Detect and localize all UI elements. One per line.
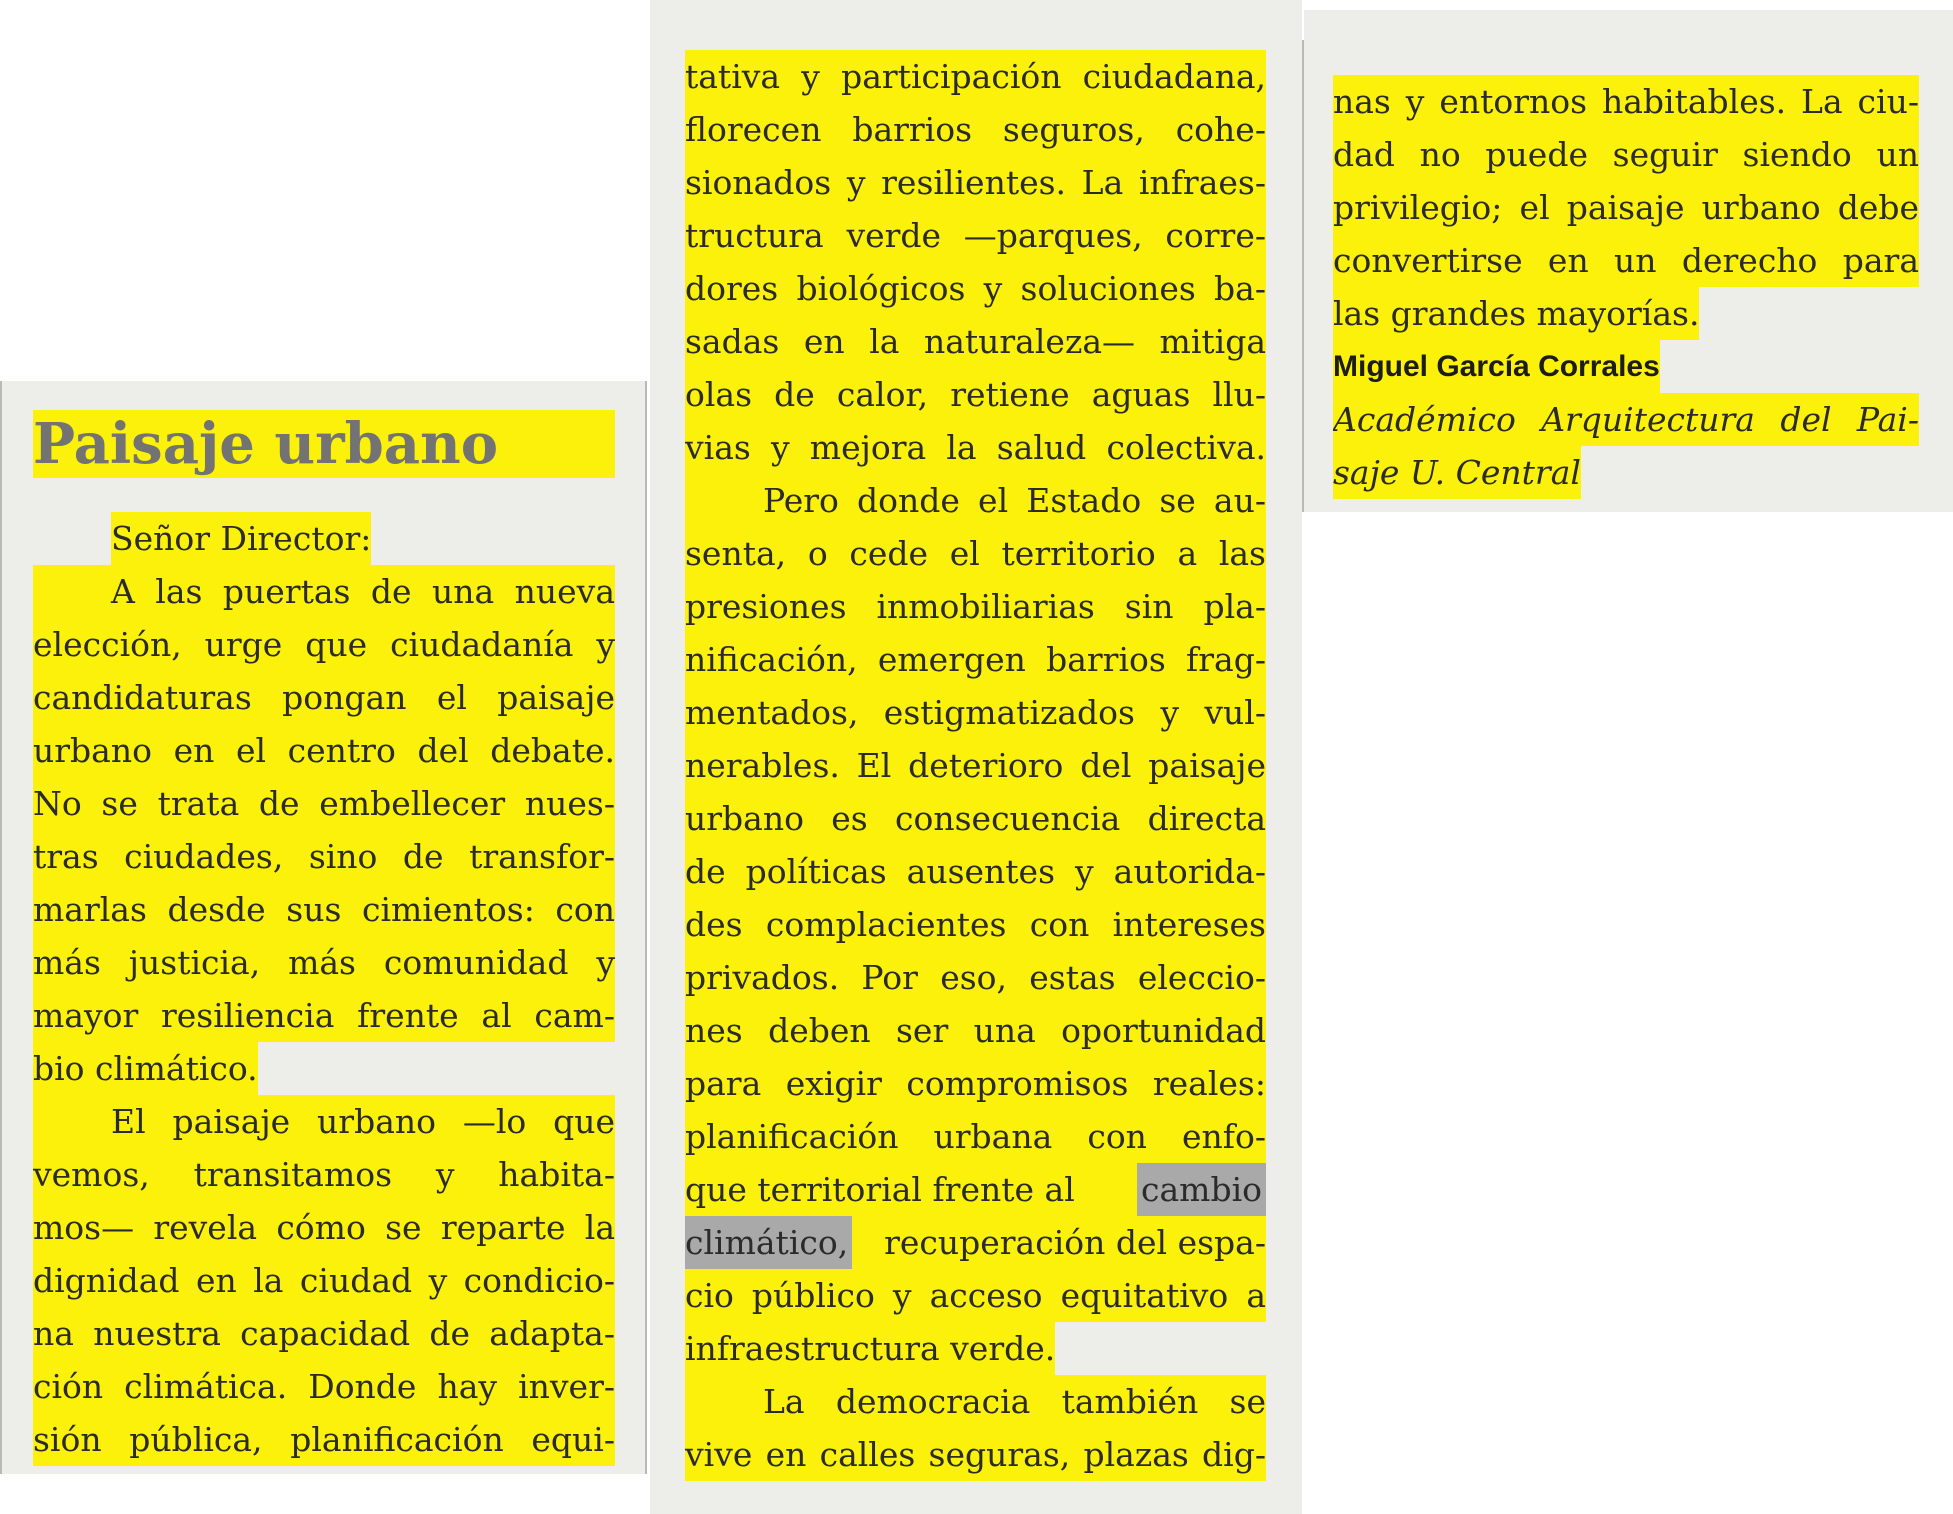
text-line: mos— revela cómo se reparte la bbox=[33, 1201, 615, 1254]
text-line: des complacientes con intereses bbox=[685, 898, 1266, 951]
selected-text[interactable]: climático, bbox=[685, 1216, 852, 1269]
text-line: urbano es consecuencia directa bbox=[685, 792, 1266, 845]
salutation: Señor Director: bbox=[33, 512, 615, 565]
text-line: privilegio; el paisaje urbano debe bbox=[1333, 181, 1919, 234]
text-line: nificación, emergen barrios frag- bbox=[685, 633, 1266, 686]
text-line: senta, o cede el territorio a las bbox=[685, 527, 1266, 580]
text-line: mentados, estigmatizados y vul- bbox=[685, 686, 1266, 739]
text-line: candidaturas pongan el paisaje bbox=[33, 671, 615, 724]
article-title: Paisaje urbano bbox=[33, 410, 615, 478]
article-column-3 bbox=[1333, 75, 1919, 499]
text-line: nas y entornos habitables. La ciu- bbox=[1333, 75, 1919, 128]
text-line: planificación urbana con enfo- bbox=[685, 1110, 1266, 1163]
text-line: vive en calles seguras, plazas dig- bbox=[685, 1428, 1266, 1481]
text-line: tativa y participación ciudadana, bbox=[685, 50, 1266, 103]
article-column-1 bbox=[33, 410, 615, 1466]
text-line: cio público y acceso equitativo a bbox=[685, 1269, 1266, 1322]
text-line: convertirse en un derecho para bbox=[1333, 234, 1919, 287]
text-line: vias y mejora la salud colectiva. bbox=[685, 421, 1266, 474]
text-line: dignidad en la ciudad y condicio- bbox=[33, 1254, 615, 1307]
text-line: La democracia también se bbox=[685, 1375, 1266, 1428]
text-line: dores biológicos y soluciones ba- bbox=[685, 262, 1266, 315]
text-line: privados. Por eso, estas eleccio- bbox=[685, 951, 1266, 1004]
text-line: más justicia, más comunidad y bbox=[33, 936, 615, 989]
text-line: No se trata de embellecer nues- bbox=[33, 777, 615, 830]
text-line: nerables. El deterioro del paisaje bbox=[685, 739, 1266, 792]
selected-text[interactable]: cambio bbox=[1137, 1163, 1266, 1216]
text-line: mayor resiliencia frente al cam- bbox=[33, 989, 615, 1042]
column-divider bbox=[0, 381, 2, 1474]
column-divider bbox=[1302, 40, 1304, 512]
text-line: sionados y resilientes. La infraes- bbox=[685, 156, 1266, 209]
author-role: Académico Arquitectura del Pai- bbox=[1333, 393, 1919, 446]
text-line: las grandes mayorías. bbox=[1333, 287, 1919, 340]
author-name: Miguel García Corrales bbox=[1333, 340, 1919, 393]
text-line: de políticas ausentes y autorida- bbox=[685, 845, 1266, 898]
article-column-2 bbox=[685, 50, 1266, 1481]
text-line: olas de calor, retiene aguas llu- bbox=[685, 368, 1266, 421]
text-line: tras ciudades, sino de transfor- bbox=[33, 830, 615, 883]
text-line: presiones inmobiliarias sin pla- bbox=[685, 580, 1266, 633]
text-line: marlas desde sus cimientos: con bbox=[33, 883, 615, 936]
text-line: tructura verde —parques, corre- bbox=[685, 209, 1266, 262]
text-line: Pero donde el Estado se au- bbox=[685, 474, 1266, 527]
text-line: ción climática. Donde hay inver- bbox=[33, 1360, 615, 1413]
text-line: que territorial frente al cambio bbox=[685, 1163, 1266, 1216]
text-line: urbano en el centro del debate. bbox=[33, 724, 615, 777]
text-line: El paisaje urbano —lo que bbox=[33, 1095, 615, 1148]
text-line: sión pública, planificación equi- bbox=[33, 1413, 615, 1466]
text-line: dad no puede seguir siendo un bbox=[1333, 128, 1919, 181]
text-line: climático, recuperación del espa- bbox=[685, 1216, 1266, 1269]
text-line: florecen barrios seguros, cohe- bbox=[685, 103, 1266, 156]
text-line: nes deben ser una oportunidad bbox=[685, 1004, 1266, 1057]
text-line: sadas en la naturaleza— mitiga bbox=[685, 315, 1266, 368]
author-role: saje U. Central bbox=[1333, 446, 1919, 499]
text-line: A las puertas de una nueva bbox=[33, 565, 615, 618]
text-line: elección, urge que ciudadanía y bbox=[33, 618, 615, 671]
text-line: para exigir compromisos reales: bbox=[685, 1057, 1266, 1110]
text-line: infraestructura verde. bbox=[685, 1322, 1266, 1375]
text-line: vemos, transitamos y habita- bbox=[33, 1148, 615, 1201]
text-line: na nuestra capacidad de adapta- bbox=[33, 1307, 615, 1360]
text-line: bio climático. bbox=[33, 1042, 615, 1095]
column-divider bbox=[645, 381, 647, 1474]
